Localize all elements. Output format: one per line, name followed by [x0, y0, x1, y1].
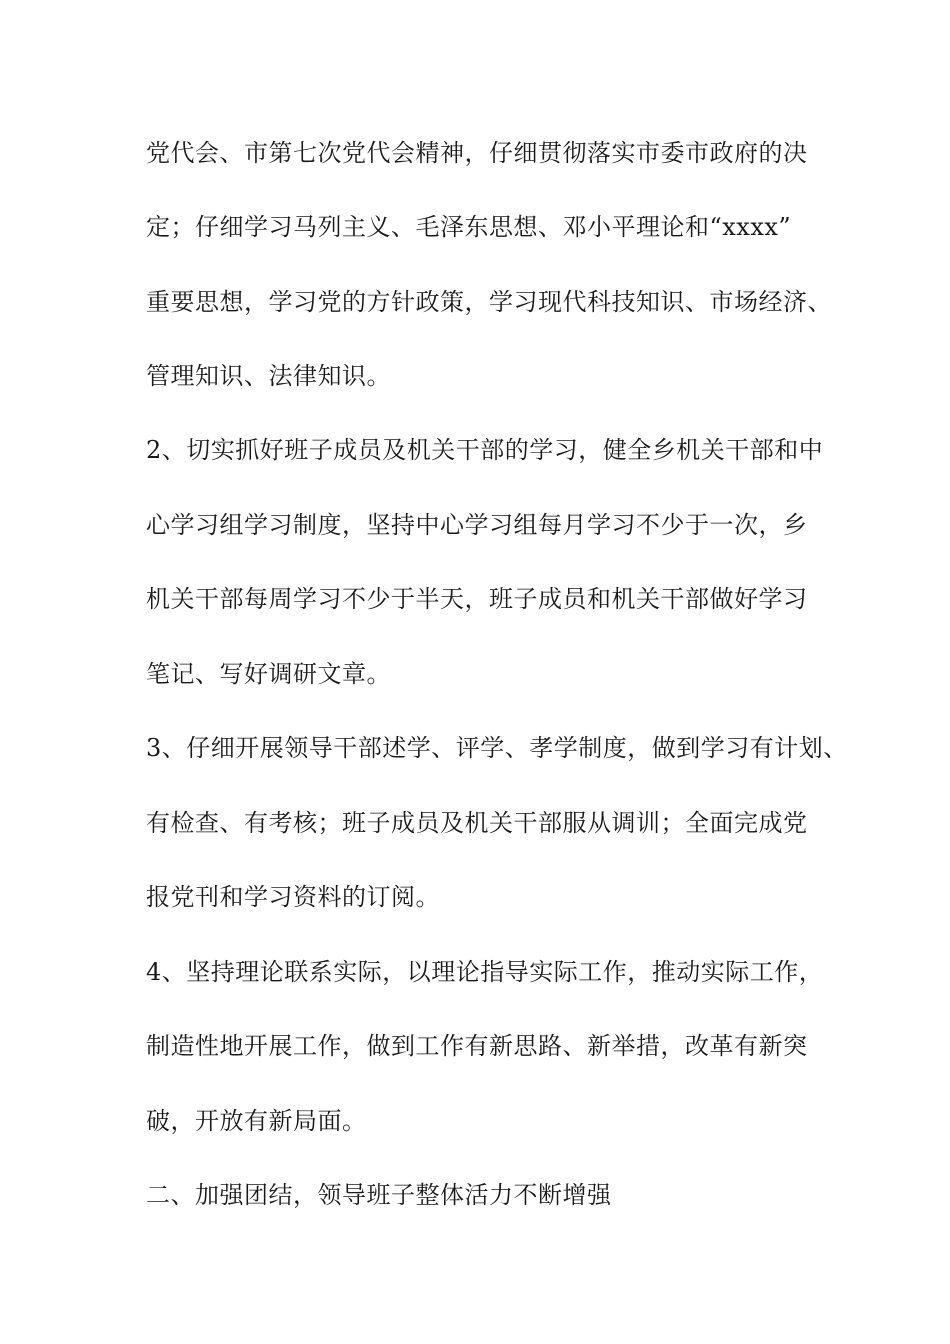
text-line: 心学习组学习制度，坚持中心学习组每月学习不少于一次，乡 [146, 511, 808, 539]
text-line: 机关干部每周学习不少于半天，班子成员和机关干部做好学习 [146, 585, 808, 613]
text-line: 党代会、市第七次党代会精神，仔细贯彻落实市委市政府的决 [146, 139, 808, 167]
text-line: 3、仔细开展领导干部述学、评学、孝学制度，做到学习有计划、 [146, 734, 848, 762]
text-line: 有检查、有考核；班子成员及机关干部服从调训；全面完成党 [146, 809, 808, 837]
text-line: 破，开放有新局面。 [146, 1107, 367, 1135]
text-line: 二、加强团结，领导班子整体活力不断增强 [146, 1181, 612, 1209]
text-line: 4、坚持理论联系实际，以理论指导实际工作，推动实际工作， [146, 958, 824, 986]
text-line: 定；仔细学习马列主义、毛泽东思想、邓小平理论和“xxxx” [146, 213, 792, 241]
text-line: 管理知识、法律知识。 [146, 362, 391, 390]
text-line: 重要思想，学习党的方针政策，学习现代科技知识、市场经济、 [146, 288, 832, 316]
text-line: 报党刊和学习资料的订阅。 [146, 883, 440, 911]
text-line: 笔记、写好调研文章。 [146, 660, 391, 688]
text-line: 制造性地开展工作，做到工作有新思路、新举措，改革有新突 [146, 1032, 808, 1060]
text-line: 2、切实抓好班子成员及机关干部的学习，健全乡机关干部和中 [146, 436, 824, 464]
